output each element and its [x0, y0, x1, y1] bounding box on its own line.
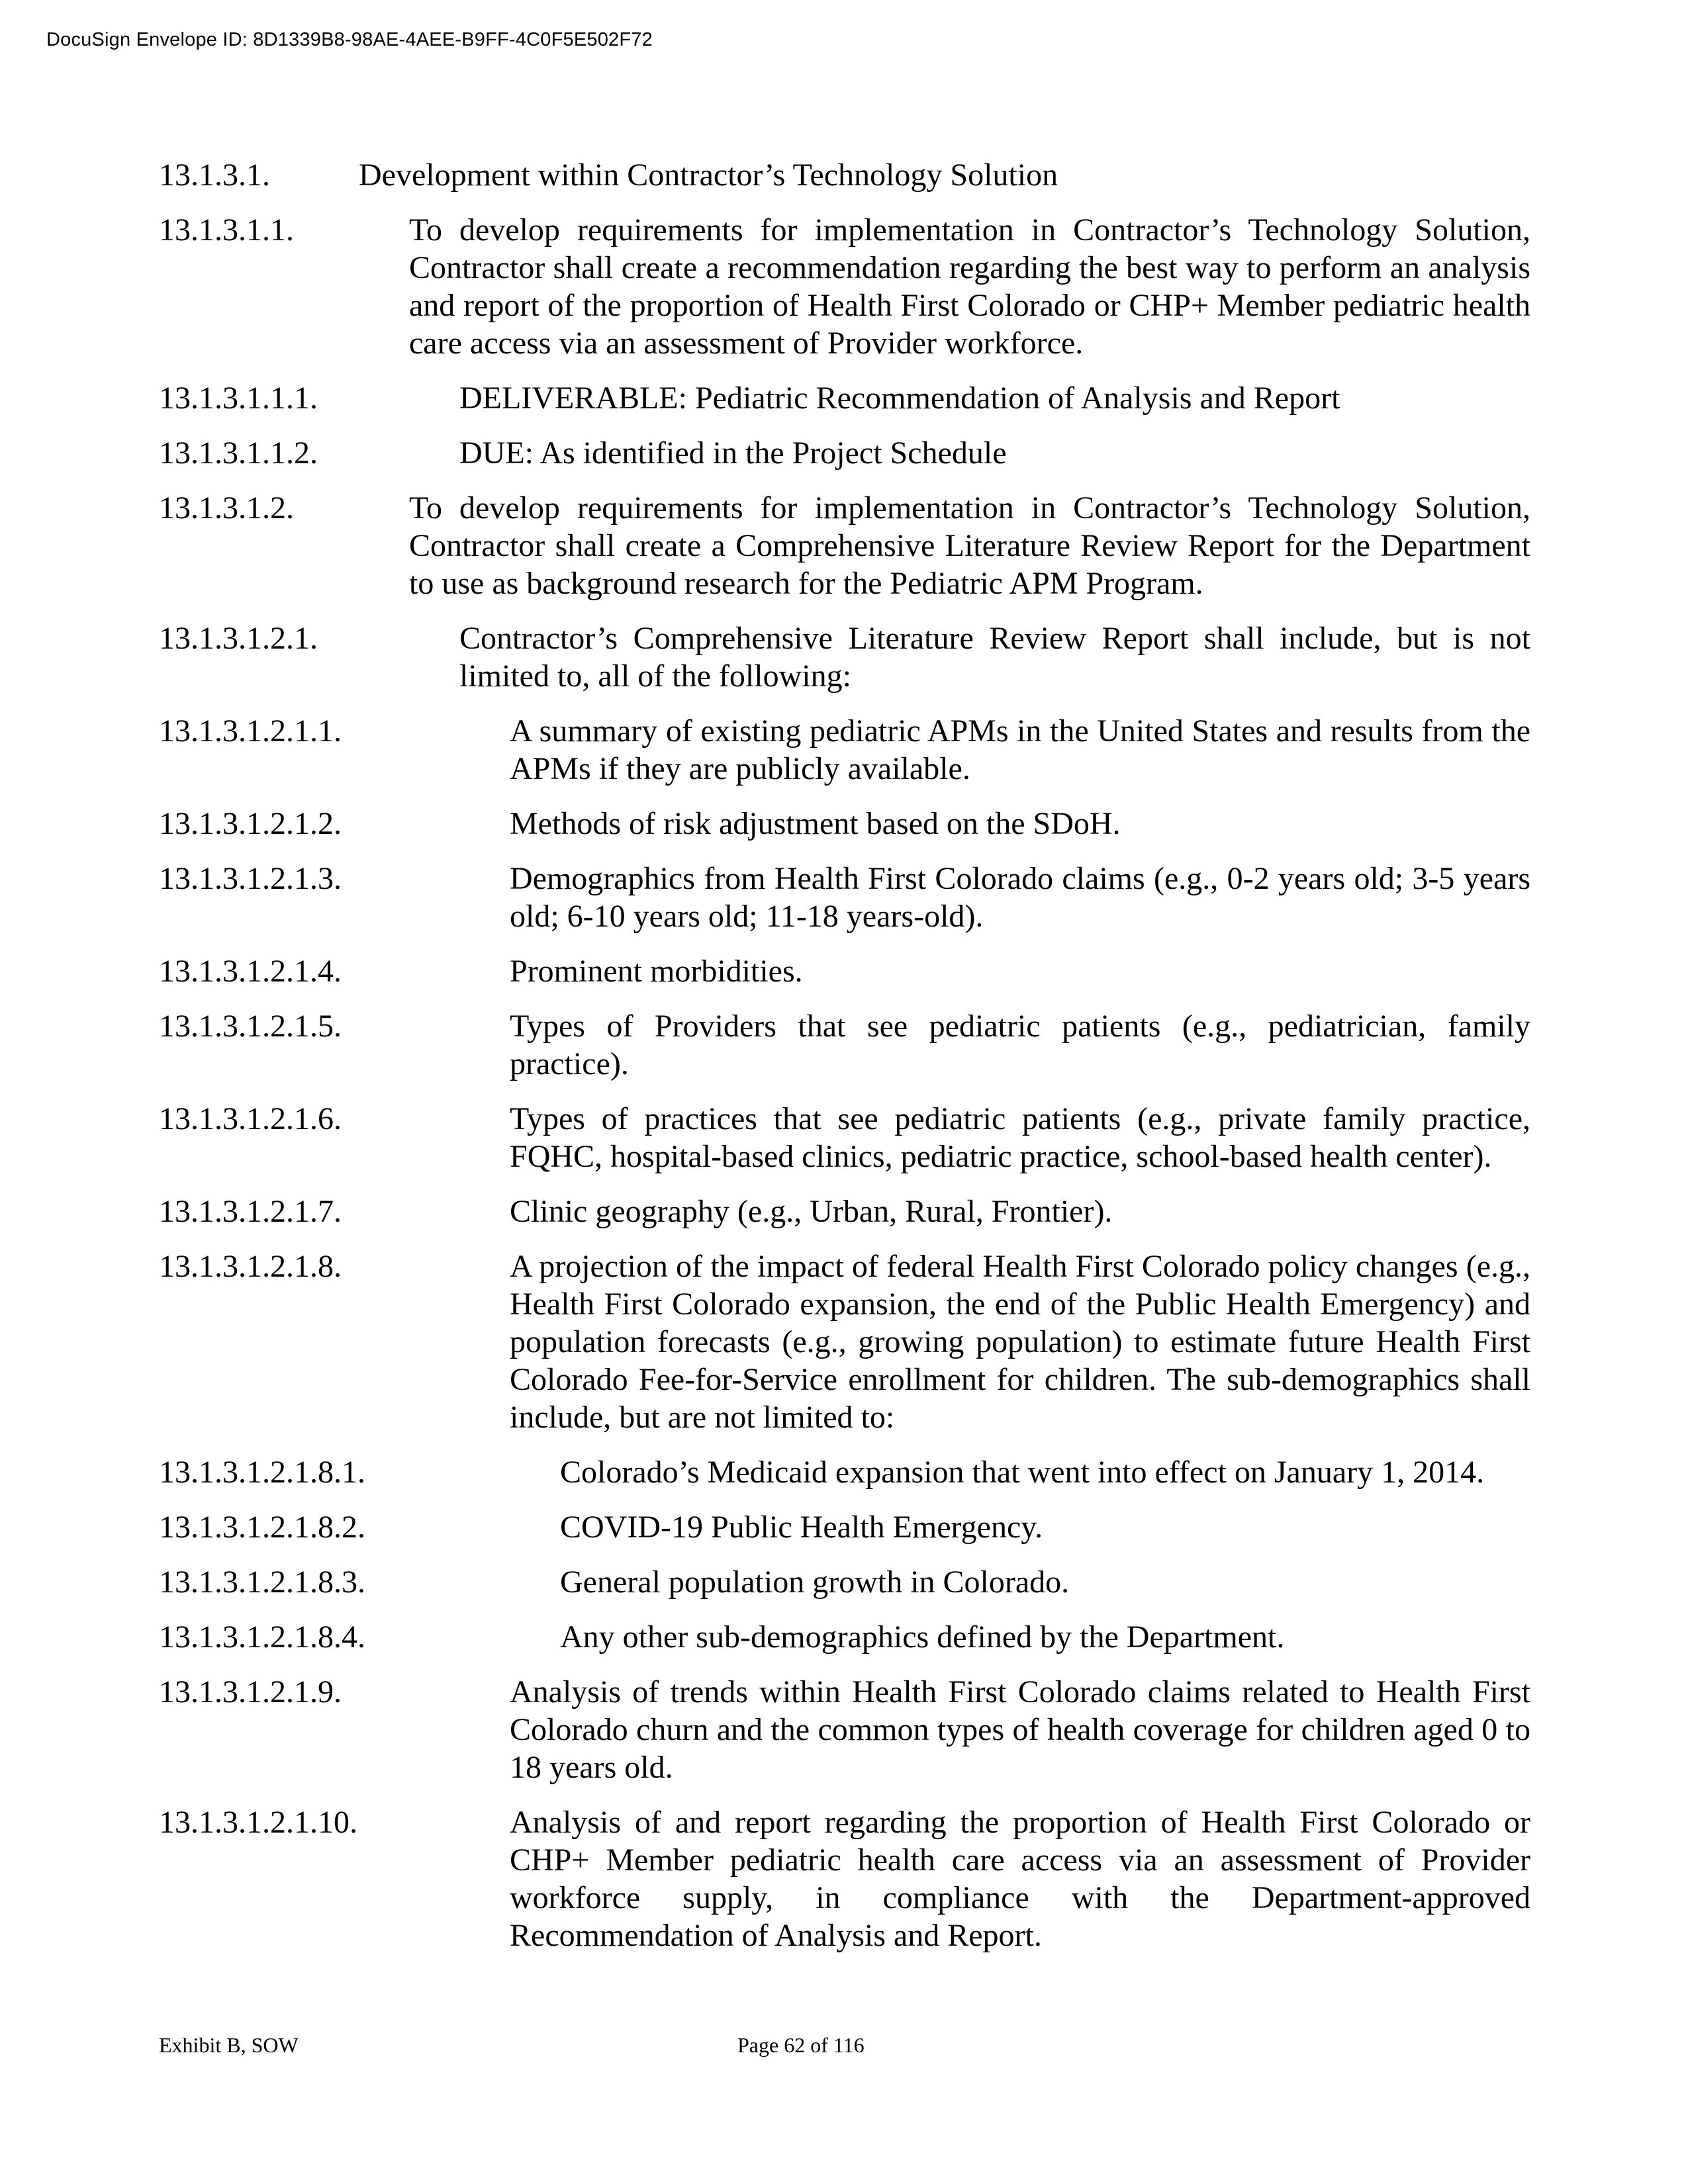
section-item	[159, 489, 1530, 602]
section-number: 13.1.3.1.2.1.8.3.	[159, 1565, 365, 1600]
section-number: 13.1.3.1.2.1.8.1.	[159, 1455, 365, 1490]
section-text: Methods of risk adjustment based on the SDoH.	[510, 806, 1121, 841]
section-item	[159, 1803, 1530, 1954]
section-number: 13.1.3.1.2.1.2.	[159, 806, 342, 841]
section-number: 13.1.3.1.1.2.	[159, 435, 318, 471]
section-text: DUE: As identified in the Project Schedule	[459, 435, 1007, 471]
section-item	[159, 1508, 1530, 1546]
section-number: 13.1.3.1.	[159, 158, 270, 193]
section-text: To develop requirements for implementation in Contractor’s Technology Solution, Contractor shall create a Comprehensive Literature Review Report for the Department to use as background research for the Pediatric APM Program.	[409, 490, 1530, 601]
section-text: Demographics from Health First Colorado claims (e.g., 0-2 years old; 3-5 years old; 6-10 years old; 11-18 years-old).	[510, 861, 1530, 934]
section-number: 13.1.3.1.2.1.3.	[159, 861, 342, 896]
docusign-envelope-id: DocuSign Envelope ID: 8D1339B8-98AE-4AEE-B9FF-4C0F5E502F72	[46, 29, 653, 50]
section-number: 13.1.3.1.2.1.8.4.	[159, 1619, 365, 1655]
section-text: Colorado’s Medicaid expansion that went into effect on January 1, 2014.	[560, 1455, 1485, 1490]
section-text: A summary of existing pediatric APMs in the United States and results from the APMs if they are publicly available.	[510, 713, 1530, 786]
section-item	[159, 1100, 1530, 1175]
section-text: Prominent morbidities.	[510, 954, 803, 989]
section-item	[159, 805, 1530, 842]
section-text: To develop requirements for implementation in Contractor’s Technology Solution, Contractor shall create a recommendation regarding the best way to perform an analysis and report of the proportion of Health First Colorado or CHP+ Member pediatric health care access via an assessment of Provider workforce.	[409, 212, 1530, 361]
section-item	[159, 379, 1530, 417]
section-number: 13.1.3.1.2.1.1.	[159, 713, 342, 749]
section-number: 13.1.3.1.1.1.	[159, 381, 318, 416]
section-text: Contractor’s Comprehensive Literature Review Report shall include, but is not limited to, all of the following:	[459, 621, 1530, 694]
section-item	[159, 1007, 1530, 1083]
section-item	[159, 211, 1530, 362]
section-item	[159, 1193, 1530, 1230]
section-item	[159, 1618, 1530, 1656]
section-number: 13.1.3.1.2.1.	[159, 621, 318, 656]
section-text: Types of Providers that see pediatric patients (e.g., pediatrician, family practice).	[510, 1009, 1530, 1081]
section-number: 13.1.3.1.2.	[159, 490, 294, 525]
section-number: 13.1.3.1.2.1.7.	[159, 1194, 342, 1229]
section-item	[159, 156, 1530, 194]
section-text: A projection of the impact of federal Health First Colorado policy changes (e.g., Health First Colorado expansion, the end of the Public Health Emergency) and population forecasts (e.g., growing population) to estimate future Health First Colorado Fee-for-Service enrollment for children. The sub-demographics shall include, but are not limited to:	[510, 1249, 1530, 1435]
section-item	[159, 1673, 1530, 1786]
document-body	[159, 156, 1530, 1972]
section-item	[159, 712, 1530, 788]
section-number: 13.1.3.1.1.	[159, 212, 294, 248]
footer-page-number: Page 62 of 116	[737, 2033, 865, 2057]
section-item	[159, 1453, 1530, 1491]
section-number: 13.1.3.1.2.1.5.	[159, 1009, 342, 1044]
section-text: General population growth in Colorado.	[560, 1565, 1070, 1600]
section-text: Clinic geography (e.g., Urban, Rural, Frontier).	[510, 1194, 1113, 1229]
section-text: Types of practices that see pediatric patients (e.g., private family practice, FQHC, hospital-based clinics, pediatric practice, school-based health center).	[510, 1101, 1530, 1174]
section-text: DELIVERABLE: Pediatric Recommendation of Analysis and Report	[459, 381, 1340, 416]
section-item	[159, 619, 1530, 695]
section-number: 13.1.3.1.2.1.10.	[159, 1805, 357, 1840]
section-item	[159, 952, 1530, 990]
section-number: 13.1.3.1.2.1.9.	[159, 1674, 342, 1709]
section-text: Any other sub-demographics defined by the Department.	[560, 1619, 1285, 1655]
footer-exhibit-label: Exhibit B, SOW	[159, 2033, 299, 2057]
section-item	[159, 1248, 1530, 1436]
section-number: 13.1.3.1.2.1.6.	[159, 1101, 342, 1136]
section-text: Development within Contractor’s Technology Solution	[359, 158, 1058, 193]
section-number: 13.1.3.1.2.1.4.	[159, 954, 342, 989]
section-item	[159, 434, 1530, 472]
section-number: 13.1.3.1.2.1.8.2.	[159, 1510, 365, 1545]
section-item	[159, 860, 1530, 935]
section-text: COVID-19 Public Health Emergency.	[560, 1510, 1043, 1545]
section-text: Analysis of trends within Health First Colorado claims related to Health First Colorado churn and the common types of health coverage for children aged 0 to 18 years old.	[510, 1674, 1530, 1785]
section-number: 13.1.3.1.2.1.8.	[159, 1249, 342, 1284]
section-text: Analysis of and report regarding the proportion of Health First Colorado or CHP+ Member pediatric health care access via an assessment of Provider workforce supply, in compliance with the Department-approved Recommendation of Analysis and Report.	[510, 1805, 1530, 1953]
section-item	[159, 1563, 1530, 1601]
